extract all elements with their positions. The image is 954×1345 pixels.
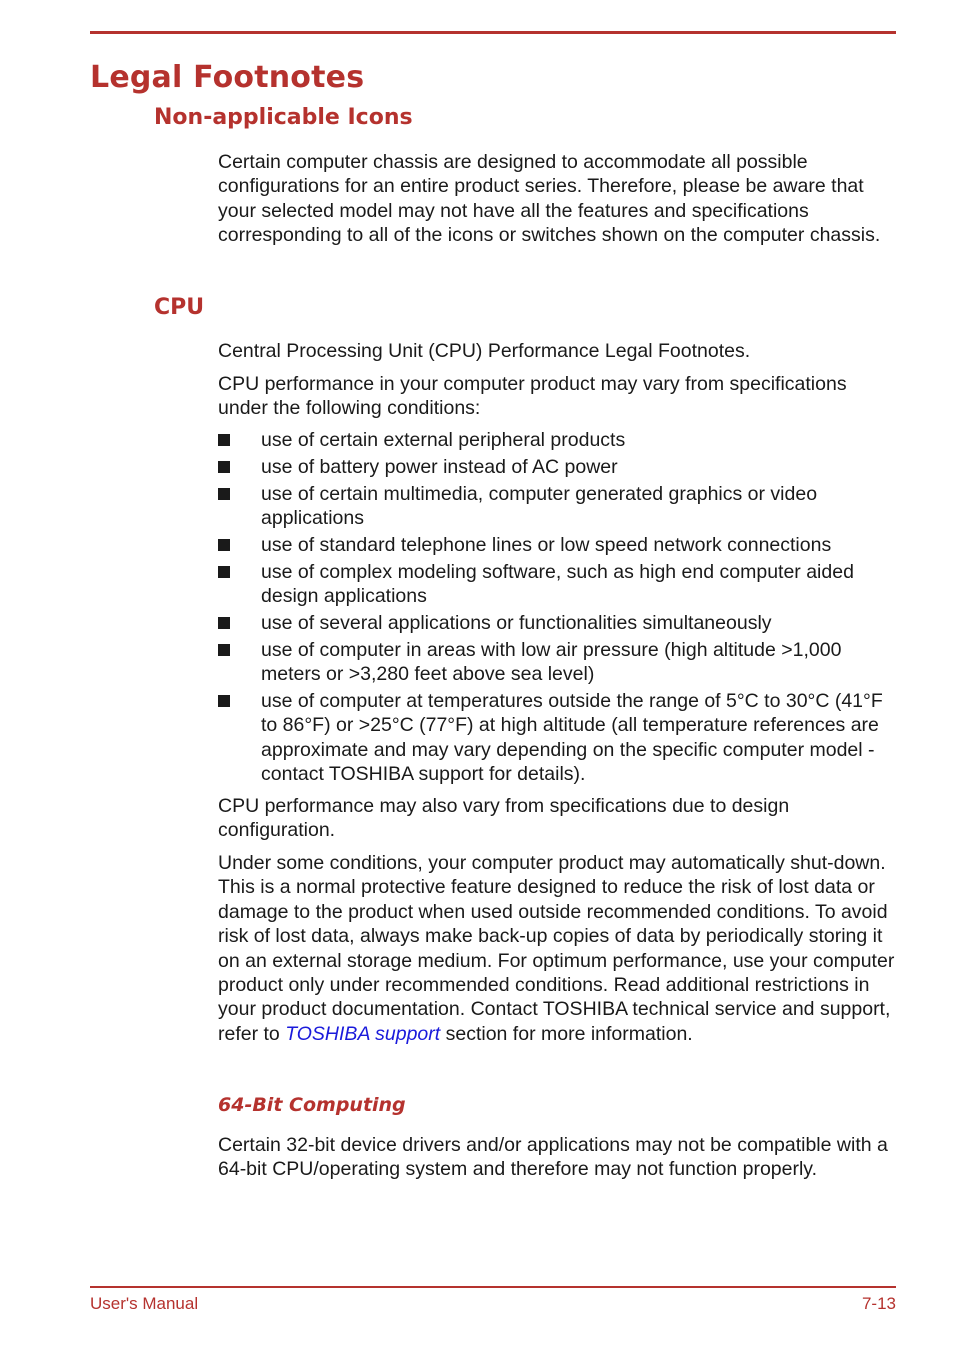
- bullet-square-icon: [218, 695, 230, 707]
- section-heading-64-bit-computing: 64-Bit Computing: [218, 1094, 406, 1116]
- list-item: [218, 689, 898, 787]
- page-title: Legal Footnotes: [90, 60, 365, 95]
- bullet-square-icon: [218, 488, 230, 500]
- bottom-rule: [90, 1286, 896, 1288]
- non-applicable-icons-paragraph: Certain computer chassis are designed to accommodate all possible configurations for an entire product series. Therefore, please be aware that your selected model may not have all the features and specifications corresponding to all of the icons or switches shown on the computer chassis.: [218, 151, 881, 247]
- list-item: [218, 638, 898, 687]
- shutdown-text-before-link: Under some conditions, your computer product may automatically shut-down. This is a normal protective feature designed to reduce the risk of lost data or damage to the product when used outside recommended conditions. To avoid risk of lost data, always make back-up copies of data by periodically storing it on an external storage medium. For optimum performance, use your computer product only under recommended conditions. Read additional restrictions in your product documentation. Contact TOSHIBA technical service and support, refer to: [218, 852, 895, 1045]
- cpu-design-paragraph: CPU performance may also vary from specifications due to design configuration.: [218, 795, 790, 842]
- footer-manual-label: User's Manual: [90, 1294, 199, 1313]
- list-item-text: use of battery power instead of AC power: [261, 455, 618, 478]
- 64-bit-computing-paragraph: Certain 32-bit device drivers and/or applications may not be compatible with a 64-bit CPU/operating system and therefore may not function properly.: [218, 1134, 888, 1181]
- bullet-square-icon: [218, 461, 230, 473]
- list-item-text: use of certain multimedia, computer generated graphics or video applications: [261, 482, 818, 529]
- bullet-square-icon: [218, 617, 230, 629]
- bullet-square-icon: [218, 539, 230, 551]
- list-item-text: use of computer at temperatures outside the range of 5°C to 30°C (41°F to 86°F) or >25°C (77°F) at high altitude (all temperature references are approximate and may vary depending on the specific computer model - contact TOSHIBA support for details).: [261, 689, 883, 786]
- cpu-intro-paragraph: Central Processing Unit (CPU) Performance Legal Footnotes.: [218, 340, 751, 362]
- list-item: [218, 482, 898, 531]
- top-rule: [90, 31, 896, 34]
- shutdown-text-after-link: section for more information.: [440, 1022, 693, 1045]
- section-heading-non-applicable-icons: Non-applicable Icons: [154, 105, 413, 130]
- list-item: [218, 611, 898, 635]
- list-item: [218, 560, 898, 609]
- list-item-text: use of standard telephone lines or low speed network connections: [261, 533, 832, 556]
- list-item-text: use of certain external peripheral products: [261, 429, 626, 451]
- list-item-text: use of several applications or functionalities simultaneously: [261, 611, 772, 634]
- bullet-square-icon: [218, 434, 230, 446]
- bullet-square-icon: [218, 566, 230, 578]
- toshiba-support-link[interactable]: TOSHIBA support: [285, 1022, 441, 1045]
- list-item: [218, 428, 898, 452]
- list-item: [218, 455, 898, 479]
- list-item-text: use of computer in areas with low air pressure (high altitude >1,000 meters or >3,280 feet above sea level): [261, 638, 842, 685]
- section-heading-cpu: CPU: [154, 295, 205, 320]
- footer-page-number: 7-13: [861, 1294, 896, 1313]
- cpu-conditions-lead: CPU performance in your computer product may vary from specifications under the following conditions:: [218, 373, 847, 420]
- cpu-shutdown-paragraph: [218, 851, 898, 1046]
- list-item: [218, 533, 898, 557]
- list-item-text: use of complex modeling software, such as high end computer aided design applications: [261, 560, 854, 607]
- bullet-square-icon: [218, 644, 230, 656]
- cpu-conditions-list: [218, 428, 898, 789]
